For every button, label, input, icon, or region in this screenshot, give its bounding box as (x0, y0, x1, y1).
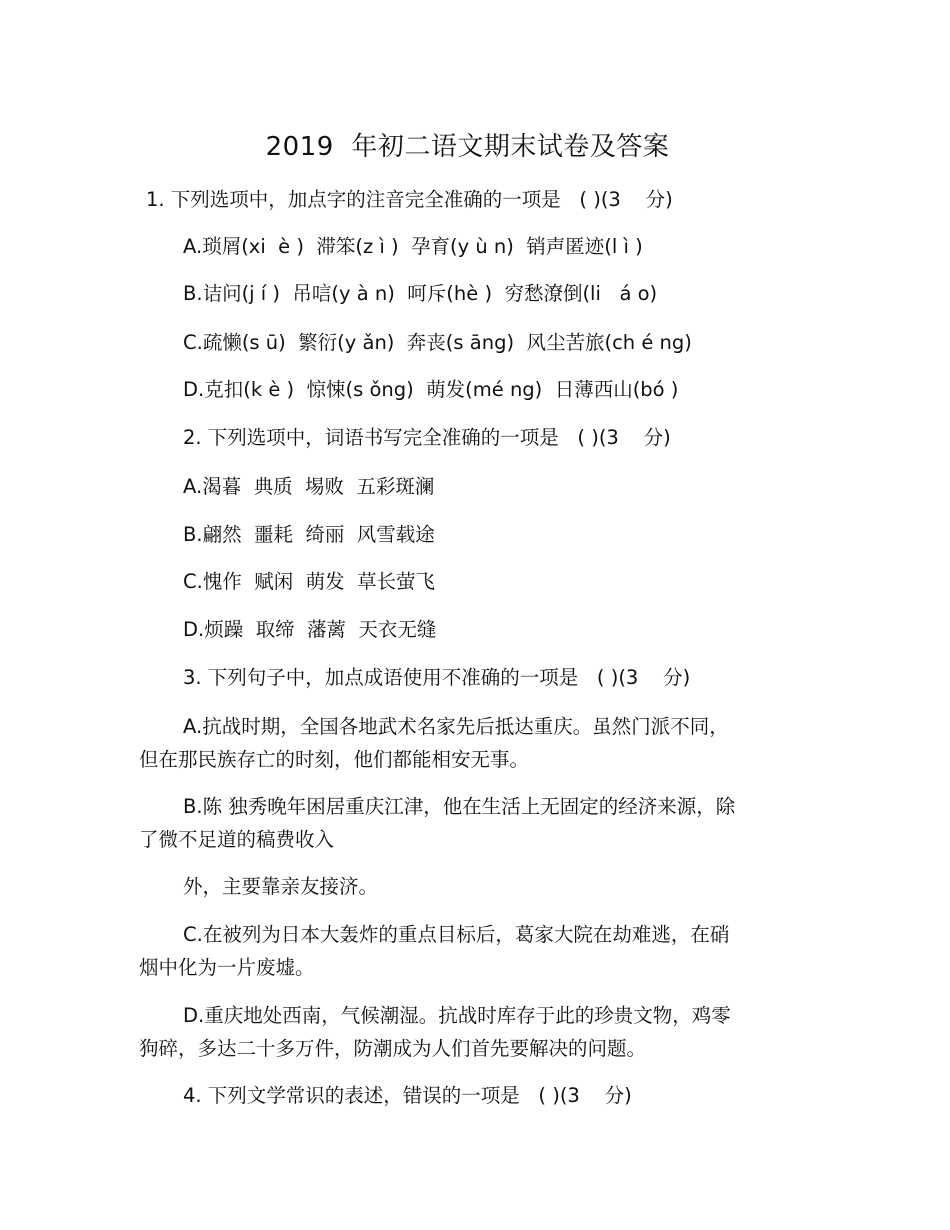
question-1-option-b: B.诘问(j í ) 吊唁(y à n) 呵斥(hè ) 穷愁潦倒(li á o) (183, 282, 658, 305)
question-3-option-c-line2: 烟中化为一片废墟。 (139, 956, 315, 979)
question-3-option-b-line1: B.陈 独秀晚年困居重庆江津，他在生活上无固定的经济来源，除 (183, 795, 736, 818)
question-3-option-b-line2: 了微不足道的稿费收入 (139, 828, 335, 851)
question-2-stem: 2. 下列选项中，词语书写完全准确的一项是 ( )(3 分) (183, 426, 671, 449)
question-3-option-c-line1: C.在被列为日本大轰炸的重点目标后，葛家大院在劫难逃，在硝 (183, 923, 730, 946)
question-3-option-d-line2: 狗碎，多达二十多万件，防潮成为人们首先要解决的问题。 (139, 1037, 647, 1060)
question-2-option-b: B.翩然 噩耗 绮丽 风雪载途 (183, 523, 435, 546)
question-1-stem: 1. 下列选项中，加点字的注音完全准确的一项是 ( )(3 分) (146, 188, 673, 211)
document-title: 2019 年初二语文期末试卷及答案 (265, 132, 670, 162)
question-2-option-c: C.愧作 赋闲 萌发 草长萤飞 (183, 570, 436, 593)
question-1-option-d: D.克扣(k è ) 惊悚(s ǒng) 萌发(mé ng) 日薄西山(bó ) (183, 378, 679, 401)
question-3-option-d-line1: D.重庆地处西南，气候潮湿。抗战时库存于此的珍贵文物，鸡零 (183, 1004, 731, 1027)
question-3-option-b-line3: 外，主要靠亲友接济。 (183, 875, 379, 898)
question-3-stem: 3. 下列句子中，加点成语使用不准确的一项是 ( )(3 分) (183, 666, 691, 689)
question-4-stem: 4. 下列文学常识的表述，错误的一项是 ( )(3 分) (183, 1084, 632, 1107)
question-1-option-a: A.琐屑(xi è ) 滞笨(z ì ) 孕育(y ù n) 销声匿迹(l ì ) (183, 235, 643, 258)
question-3-option-a-line2: 但在那民族存亡的时刻，他们都能相安无事。 (139, 748, 530, 771)
question-3-option-a-line1: A.抗战时期，全国各地武术名家先后抵达重庆。虽然门派不同， (183, 715, 729, 738)
question-1-option-c: C.疏懒(s ū) 繁衍(y ǎn) 奔丧(s āng) 风尘苦旅(ch é ng) (183, 331, 692, 354)
question-2-option-d: D.烦躁 取缔 藩蓠 天衣无缝 (183, 618, 437, 641)
question-2-option-a: A.渴暮 典质 埸败 五彩斑澜 (183, 475, 435, 498)
